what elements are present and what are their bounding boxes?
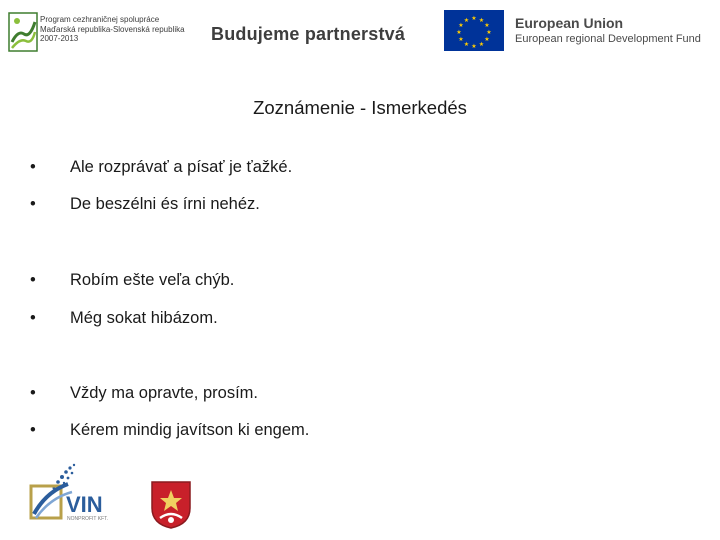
partnership-slogan: Budujeme partnerstvá bbox=[211, 24, 406, 44]
bullet-text: Még sokat hibázom. bbox=[70, 309, 218, 327]
bullet-symbol: • bbox=[30, 309, 36, 327]
bullet-text: Ale rozprávať a písať je ťažké. bbox=[70, 158, 293, 176]
program-title bbox=[40, 15, 190, 44]
svg-text:★: ★ bbox=[458, 22, 464, 29]
bullet-symbol: • bbox=[30, 384, 36, 402]
bullet-symbol: • bbox=[30, 271, 36, 289]
svg-text:★: ★ bbox=[478, 41, 485, 48]
bullet-text: De beszélni és írni nehéz. bbox=[70, 195, 260, 213]
svg-text:★: ★ bbox=[484, 36, 490, 43]
program-line-1: Program cezhraničnej spolupráce bbox=[40, 15, 160, 24]
eu-title: European Union bbox=[515, 15, 624, 31]
program-logo-icon bbox=[8, 12, 38, 52]
svg-text:★: ★ bbox=[458, 36, 464, 43]
bullet-text: Robím ešte veľa chýb. bbox=[70, 271, 235, 289]
program-line-2: Maďarská republika-Slovenská republika bbox=[40, 24, 185, 34]
svg-text:★: ★ bbox=[463, 41, 470, 48]
coat-of-arms-icon bbox=[150, 480, 192, 530]
slide-title: Zoznámenie - Ismerkedés bbox=[253, 97, 467, 118]
program-line-3: 2007-2013 bbox=[40, 34, 79, 43]
vin-text: VIN bbox=[66, 492, 103, 517]
bullet-symbol: • bbox=[30, 158, 36, 176]
vin-subtext: NONPROFIT KFT. bbox=[67, 516, 109, 522]
eu-flag-icon bbox=[444, 10, 504, 51]
svg-text:★: ★ bbox=[463, 17, 470, 24]
svg-text:★: ★ bbox=[484, 22, 490, 29]
bullet-text: Kérem mindig javítson ki engem. bbox=[70, 421, 310, 439]
svg-text:★: ★ bbox=[471, 43, 477, 50]
svg-text:★: ★ bbox=[486, 29, 492, 36]
bullet-text: Vždy ma opravte, prosím. bbox=[70, 384, 258, 402]
svg-text:★: ★ bbox=[456, 29, 462, 36]
vin-logo-icon bbox=[28, 462, 146, 528]
header-bar bbox=[0, 0, 720, 62]
eu-subtitle: European regional Development Fund bbox=[515, 33, 701, 45]
svg-text:★: ★ bbox=[471, 15, 477, 22]
svg-text:★: ★ bbox=[478, 17, 485, 24]
bullet-symbol: • bbox=[30, 195, 36, 213]
bullet-symbol: • bbox=[30, 421, 36, 439]
